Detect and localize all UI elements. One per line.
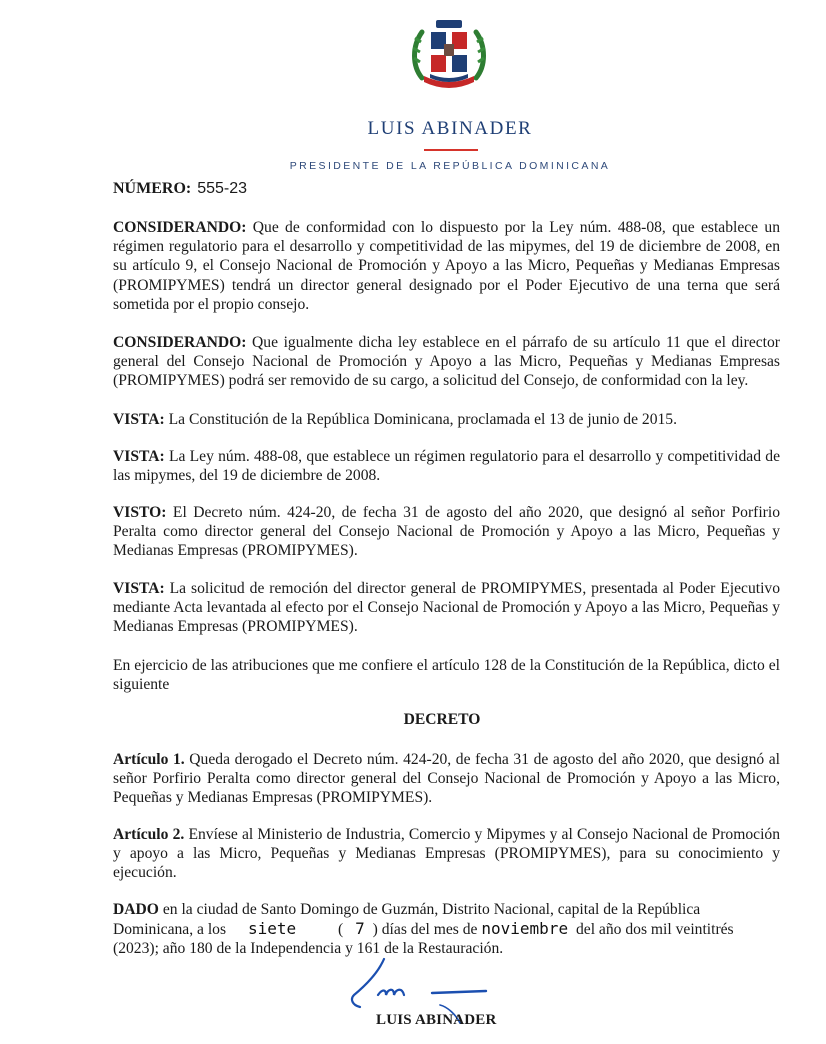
- dado-line-1-text: en la ciudad de Santo Domingo de Guzmán, Distrito Nacional, capital de la República: [162, 901, 701, 918]
- visto-label: VISTO:: [113, 504, 167, 521]
- vista-1-text: La Constitución de la República Dominicana, proclamada el 13 de junio de 2015.: [168, 411, 677, 428]
- dado-line-1: [113, 900, 780, 919]
- visto-text: El Decreto núm. 424-20, de fecha 31 de agosto del año 2020, que designó al señor Porfirio Peralta como director general del Consejo Nacional de Promoción y Apoyo a las Micro, Pequeñas y Medianas Empresas (PROMIPYMES).: [113, 504, 780, 560]
- day-paren-open: (: [338, 921, 344, 938]
- day-number: 7: [355, 919, 365, 938]
- president-title: PRESIDENTE DE LA REPÚBLICA DOMINICANA: [289, 160, 611, 172]
- ejercicio-text: En ejercicio de las atribuciones que me confiere el artículo 128 de la Constitución de la República, dicto el siguiente: [113, 657, 780, 694]
- dado-line-2: [113, 919, 734, 939]
- considerando-1-label: CONSIDERANDO:: [113, 219, 247, 236]
- considerando-2-text: Que igualmente dicha ley establece en el párrafo de su artículo 11 que el director general del Consejo Nacional de Promoción y Apoyo a las Micro, Pequeñas y Medianas Empresas (PROMIPYMES) podrá ser removido de su cargo, a solicitud del Consejo, de conformidad con la ley.: [113, 334, 780, 390]
- vista-3-text: La solicitud de remoción del director general de PROMIPYMES, presentada al Poder Ejecutivo mediante Acta levantada al efecto por el Consejo Nacional de Promoción y Apoyo a las Micro, Pequeñas y Medianas Empresas (PROMIPYMES).: [113, 580, 781, 636]
- day-word: siete: [247, 919, 297, 938]
- articulo-2: [113, 825, 780, 883]
- decreto-heading: DECRETO: [403, 711, 481, 728]
- coat-of-arms-icon: [408, 18, 490, 96]
- considerando-2: [113, 333, 780, 391]
- considerando-1-text: Que de conformidad con lo dispuesto por la Ley núm. 488-08, que establece un régimen regulatorio para el desarrollo y competitividad de las mipymes, del 19 de diciembre de 2008, en su artículo 9, el Consejo Nacional de Promoción y Apoyo a las Micro, Pequeñas y Medianas Empresas (PROMIPYMES) tendrá un director general designado por el Poder Ejecutivo de una terna que será sometida por el propio consejo.: [113, 219, 780, 313]
- dado-line-3-text: (2023); año 180 de la Independencia y 161 de la Restauración.: [113, 940, 504, 957]
- vista-2-text: La Ley núm. 488-08, que establece un régimen regulatorio para el desarrollo y competitividad de las mipymes, del 19 de diciembre de 2008.: [113, 448, 780, 485]
- dado-line-2-b: ) días del mes de: [372, 921, 478, 938]
- dado-label: DADO: [113, 901, 159, 918]
- dado-line-2-a: Dominicana, a los: [113, 921, 227, 938]
- visto: [113, 503, 780, 561]
- considerando-2-label: CONSIDERANDO:: [113, 334, 247, 351]
- month-name: noviembre: [481, 919, 569, 938]
- considerando-1: [113, 218, 780, 314]
- vista-1-label: VISTA:: [113, 411, 165, 428]
- articulo-1-label: Artículo 1.: [113, 751, 185, 768]
- decree-number-value: 555-23: [197, 180, 248, 197]
- vista-1: [113, 410, 780, 429]
- dado-line-2-c: del año dos mil veintitrés: [575, 921, 734, 938]
- vista-2: [113, 447, 780, 485]
- header-divider: [424, 149, 478, 151]
- vista-3: [113, 579, 780, 637]
- decree-number-label: NÚMERO:: [113, 180, 192, 197]
- articulo-1: [113, 750, 780, 808]
- articulo-2-text: Envíese al Ministerio de Industria, Comercio y Mipymes y al Consejo Nacional de Promoción y apoyo a las Micro, Pequeñas y Medianas Empresas (PROMIPYMES), para su conocimiento y ejecución.: [113, 826, 780, 882]
- vista-3-label: VISTA:: [113, 580, 165, 597]
- signatory-name: LUIS ABINADER: [376, 1012, 497, 1028]
- articulo-2-label: Artículo 2.: [113, 826, 185, 843]
- president-name: LUIS ABINADER: [367, 118, 533, 139]
- decree-number: [113, 180, 247, 198]
- articulo-1-text: Queda derogado el Decreto núm. 424-20, de fecha 31 de agosto del año 2020, que designó al señor Porfirio Peralta como director general del Consejo Nacional de Promoción y Apoyo a las Micro, Pequeñas y Medianas Empresas (PROMIPYMES).: [113, 751, 780, 807]
- vista-2-label: VISTA:: [113, 448, 165, 465]
- ejercicio-paragraph: [113, 656, 780, 694]
